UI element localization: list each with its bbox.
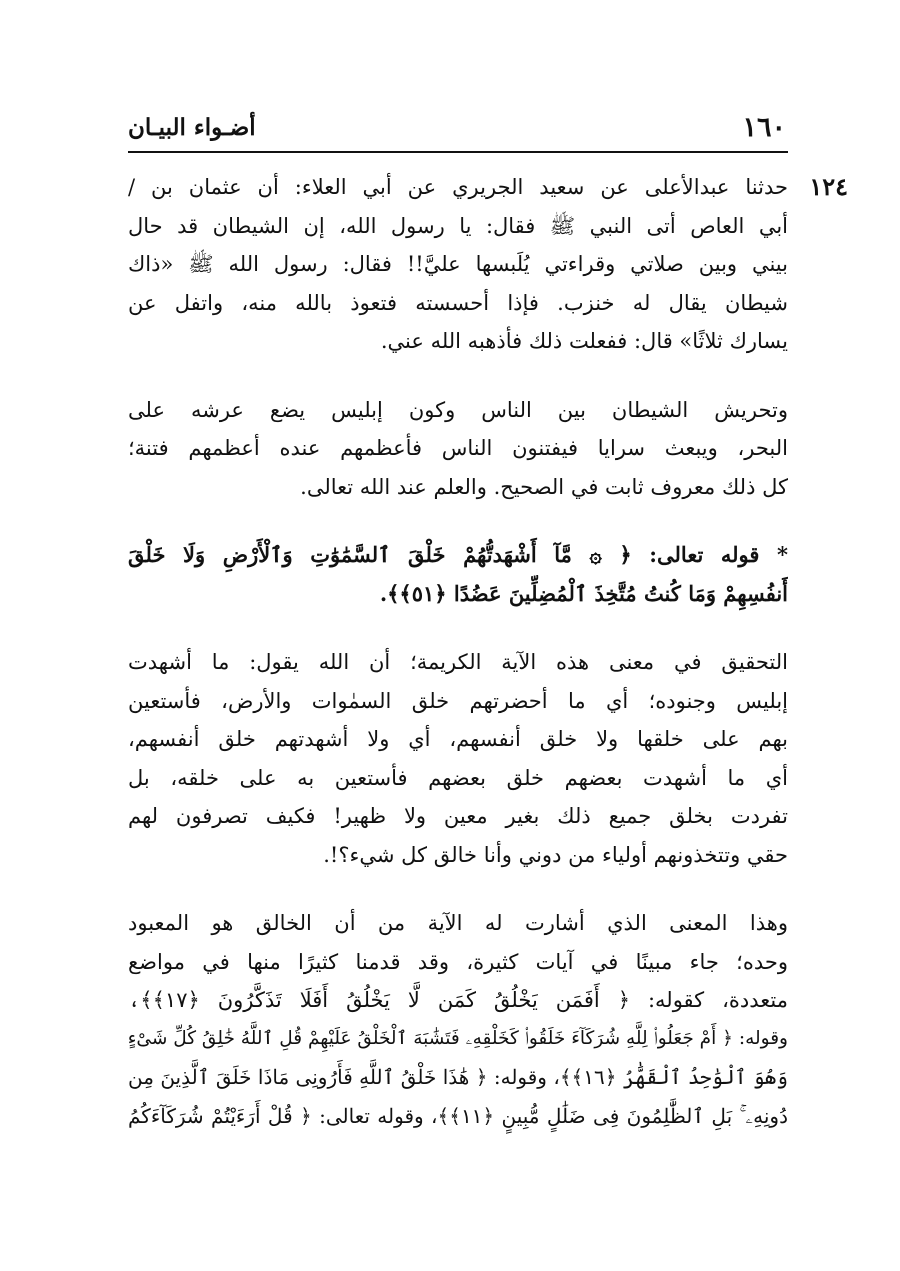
text-line: كل ذلك معروف ثابت في الصحيح. والعلم عند الله تعالى.: [300, 474, 788, 499]
footnote-number: ١٢٤: [809, 172, 848, 201]
page-header: [128, 112, 786, 148]
paragraph-satan: [128, 391, 788, 507]
text-line: وقوله: ﴿ أَمْ جَعَلُوا۟ لِلَّهِ شُرَكَآءَ خَلَقُوا۟ كَخَلْقِهِۦ فَتَشَٰبَهَ ٱلْخَلْقُ عَلَيْهِمْ قُلِ ٱللَّهُ خَٰلِقُ كُلِّ شَىْءٍ: [128, 1027, 788, 1049]
verse-line: * قوله تعالى: ﴿ ۞ مَّآ أَشْهَدتُّهُمْ خَلْقَ ٱلسَّمَٰوَٰتِ وَٱلْأَرْضِ وَلَا خَلْقَ: [128, 542, 788, 567]
text-line: حقي وتتخذونهم أولياء من دوني وأنا خالق كل شيء؟!.: [323, 842, 788, 867]
text-line: وَهُوَ ٱلْوَٰحِدُ ٱلْقَهَّٰرُ ﴿١٦﴾﴾، وقوله: ﴿ هَٰذَا خَلْقُ ٱللَّهِ فَأَرُونِى مَاذَا خَلَقَ ٱلَّذِينَ مِن: [128, 1065, 788, 1089]
text-line: وتحريش الشيطان بين الناس وكون إبليس يضع عرشه على: [128, 397, 788, 422]
text-line: دُونِهِۦ ۚ بَلِ ٱلظَّٰلِمُونَ فِى ضَلَٰلٍ مُّبِينٍ ﴿١١﴾﴾، وقوله تعالى: ﴿ قُلْ أَرَءَيْتُمْ شُرَكَآءَكُمُ: [128, 1103, 788, 1128]
paragraph-verse: [128, 536, 788, 613]
text-line: شيطان يقال له خنزب. فإذا أحسسته فتعوذ بالله منه، واتفل عن: [128, 290, 788, 315]
text-line: حدثنا عبدالأعلى عن سعيد الجريري عن أبي العلاء: أن عثمان بن /: [128, 175, 788, 199]
text-line: يسارك ثلاثًا» قال: ففعلت ذلك فأذهبه الله عني.: [380, 329, 788, 353]
running-title: أضـواء البيـان: [128, 114, 256, 141]
text-line: وهذا المعنى الذي أشارت له الآية من أن الخالق هو المعبود: [128, 911, 788, 935]
paragraph-gap: [128, 613, 788, 643]
paragraph-gap: [128, 874, 788, 904]
text-line: البحر، ويبعث سرايا فيفتنون الناس فأعظمهم عنده أعظمهم فتنة؛: [128, 436, 788, 460]
text-line: بهم على خلقها ولا خلق أنفسهم، أي ولا أشهدتهم خلق أنفسهم،: [128, 727, 788, 751]
header-rule: [128, 151, 788, 153]
text-line: التحقيق في معنى هذه الآية الكريمة؛ أن الله يقول: ما أشهدت: [128, 650, 788, 674]
text-line: متعددة، كقوله: ﴿ أَفَمَن يَخْلُقُ كَمَن لَّا يَخْلُقُ أَفَلَا تَذَكَّرُونَ ﴿١٧﴾﴾،: [128, 988, 788, 1012]
paragraph-hadith: [128, 168, 788, 361]
text-line: أي ما أشهدت بعضهم خلق بعضهم فأستعين به على خلقه، بل: [128, 765, 788, 790]
paragraph-gap: [128, 361, 788, 391]
text-line: تفردت بخلق جميع ذلك بغير معين ولا ظهير! فكيف تصرفون لهم: [128, 804, 788, 828]
text-line: بيني وبين صلاتي وقراءتي يُلَبسها عليَّ!! فقال: رسول الله ﷺ «ذاك: [128, 252, 788, 276]
text-line: أبي العاص أتى النبي ﷺ فقال: يا رسول الله، إن الشيطان قد حال: [128, 213, 788, 238]
body-text: [128, 168, 788, 1135]
paragraph-gap: [128, 506, 788, 536]
page-number: ١٦٠: [742, 112, 786, 143]
verse-line: أَنفُسِهِمْ وَمَا كُنتُ مُتَّخِذَ ٱلْمُضِلِّينَ عَضُدًا ﴿٥١﴾﴾.: [379, 580, 788, 606]
text-line: إبليس وجنوده؛ أي ما أحضرتهم خلق السمٰوات والأرض، فأستعين: [128, 688, 788, 713]
paragraph-tahqiq: [128, 643, 788, 874]
text-line: وحده؛ جاء مبينًا في آيات كثيرة، وقد قدمنا كثيرًا منها في مواضع: [128, 949, 788, 974]
paragraph-meaning: [128, 904, 788, 1135]
